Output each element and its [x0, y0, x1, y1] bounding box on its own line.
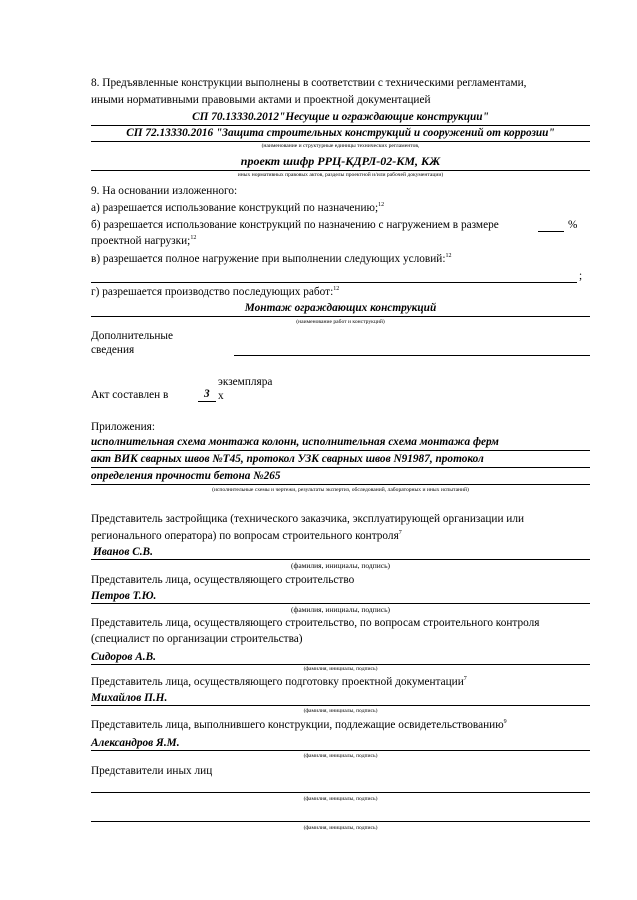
s8-doc1-underline [91, 125, 590, 126]
rep-others-caption-2: (фамилия, инициалы, подпись) [303, 825, 378, 831]
s8-doc1: СП 70.13330.2012"Несущие и ограждающие конструкции" [192, 111, 489, 123]
rep-builder-control-line2: (специалист по организации строительства) [91, 633, 303, 645]
rep-others-underline-1 [91, 792, 590, 793]
act-suffix-x: х [218, 390, 224, 402]
act-copies: 3 [204, 388, 210, 400]
rep-client-caption: (фамилия, инициалы, подпись) [290, 561, 391, 570]
rep-builder-underline [91, 603, 590, 604]
appendix-line2: акт ВИК сварных швов №Т45, протокол УЗК сварных швов N91987, протокол [91, 453, 484, 465]
s9-works: Монтаж ограждающих конструкций [244, 302, 437, 314]
s9-g: г) разрешается производство последующих работ:$^{12}$ [91, 286, 340, 298]
rep-builder-control-name: Сидоров А.В. [91, 651, 156, 663]
s8-doc2-underline [91, 141, 590, 142]
appendix-line1-underline [91, 450, 590, 451]
s9-v-end: ; [579, 270, 583, 282]
rep-builder-control-caption: (фамилия, инициалы, подпись) [303, 666, 378, 672]
act-label: Акт составлен в [91, 389, 169, 401]
s9-b-percent: % [568, 219, 578, 231]
extra-label-1: Дополнительные [91, 330, 174, 342]
s9-v-conditions-line [91, 282, 577, 283]
rep-performer: Представитель лица, выполнившего конструкции, подлежащие освидетельствованию$^9$ [91, 719, 507, 731]
s9-v: в) разрешается полное нагружение при выполнении следующих условий:$^{12}$ [91, 253, 452, 265]
s9-b-percent-blank [538, 231, 564, 232]
rep-client-name: Иванов С.В. [93, 546, 153, 558]
s8-caption1: (наименование и структурные единицы технических регламентов, [261, 143, 420, 149]
rep-designer-name: Михайлов П.Н. [91, 692, 168, 704]
rep-builder-caption: (фамилия, инициалы, подпись) [290, 605, 391, 614]
rep-builder-name: Петров Т.Ю. [91, 590, 157, 602]
rep-performer-caption: (фамилия, инициалы, подпись) [303, 753, 378, 759]
rep-designer: Представитель лица, осуществляющего подготовку проектной документации$^7$ [91, 676, 467, 688]
rep-builder-control-line1: Представитель лица, осуществляющего строительство, по вопросам строительного контроля [91, 617, 540, 629]
appendix-caption: (исполнительные схемы и чертежи, результаты экспертиз, обследований, лабораторных и иных испытаний) [212, 487, 469, 493]
rep-builder-control-underline [91, 664, 590, 665]
extra-label-2: сведения [91, 344, 135, 356]
rep-others-underline-2 [91, 821, 590, 822]
appendix-heading: Приложения: [91, 421, 155, 433]
s9-heading: 9. На основании изложенного: [91, 185, 238, 197]
s8-project-underline [91, 170, 590, 171]
rep-designer-underline [91, 705, 590, 706]
act-copies-underline [198, 401, 216, 402]
s9-works-underline [91, 316, 590, 317]
rep-designer-caption: (фамилия, инициалы, подпись) [303, 708, 378, 714]
rep-client-line2: регионального оператора) по вопросам строительного контроля$^7$ [91, 530, 402, 542]
appendix-line3-underline [91, 484, 590, 485]
s9-a: а) разрешается использование конструкций по назначению;$^{12}$ [91, 202, 385, 214]
s9-b1: б) разрешается использование конструкций по назначению с нагружением в размере [91, 219, 499, 231]
rep-performer-underline [91, 750, 590, 751]
s8-line1: 8. Предъявленные конструкции выполнены в соответствии с техническими регламентами, [91, 77, 527, 89]
rep-others: Представители иных лиц [91, 765, 213, 777]
s9-works-caption: (наименование работ и конструкций) [296, 319, 385, 325]
s8-doc2: СП 72.13330.2016 "Защита строительных конструкций и сооружений от коррозии" [126, 127, 555, 139]
s9-b2: проектной нагрузки;$^{12}$ [91, 235, 197, 247]
appendix-line3: определения прочности бетона №265 [91, 470, 281, 482]
appendix-line2-underline [91, 467, 590, 468]
act-suffix-top: экземпляра [218, 376, 273, 388]
rep-client-underline [91, 559, 590, 560]
s8-caption2: иных нормативных правовых актов, разделы проектной и/или рабочей документации) [237, 172, 444, 178]
rep-builder: Представитель лица, осуществляющего строительство [91, 574, 355, 586]
appendix-line1: исполнительная схема монтажа колонн, исполнительная схема монтажа ферм [91, 436, 499, 448]
rep-client-line1: Представитель застройщика (технического заказчика, эксплуатирующей организации или [91, 513, 525, 525]
rep-others-caption-1: (фамилия, инициалы, подпись) [303, 796, 378, 802]
extra-underline [234, 355, 590, 356]
rep-performer-name: Александров Я.М. [91, 737, 180, 749]
s8-line2: иными нормативными правовыми актами и проектной документацией [91, 94, 431, 106]
s8-project: проект шифр РРЦ-КДРЛ-02-КМ, КЖ [240, 154, 441, 168]
